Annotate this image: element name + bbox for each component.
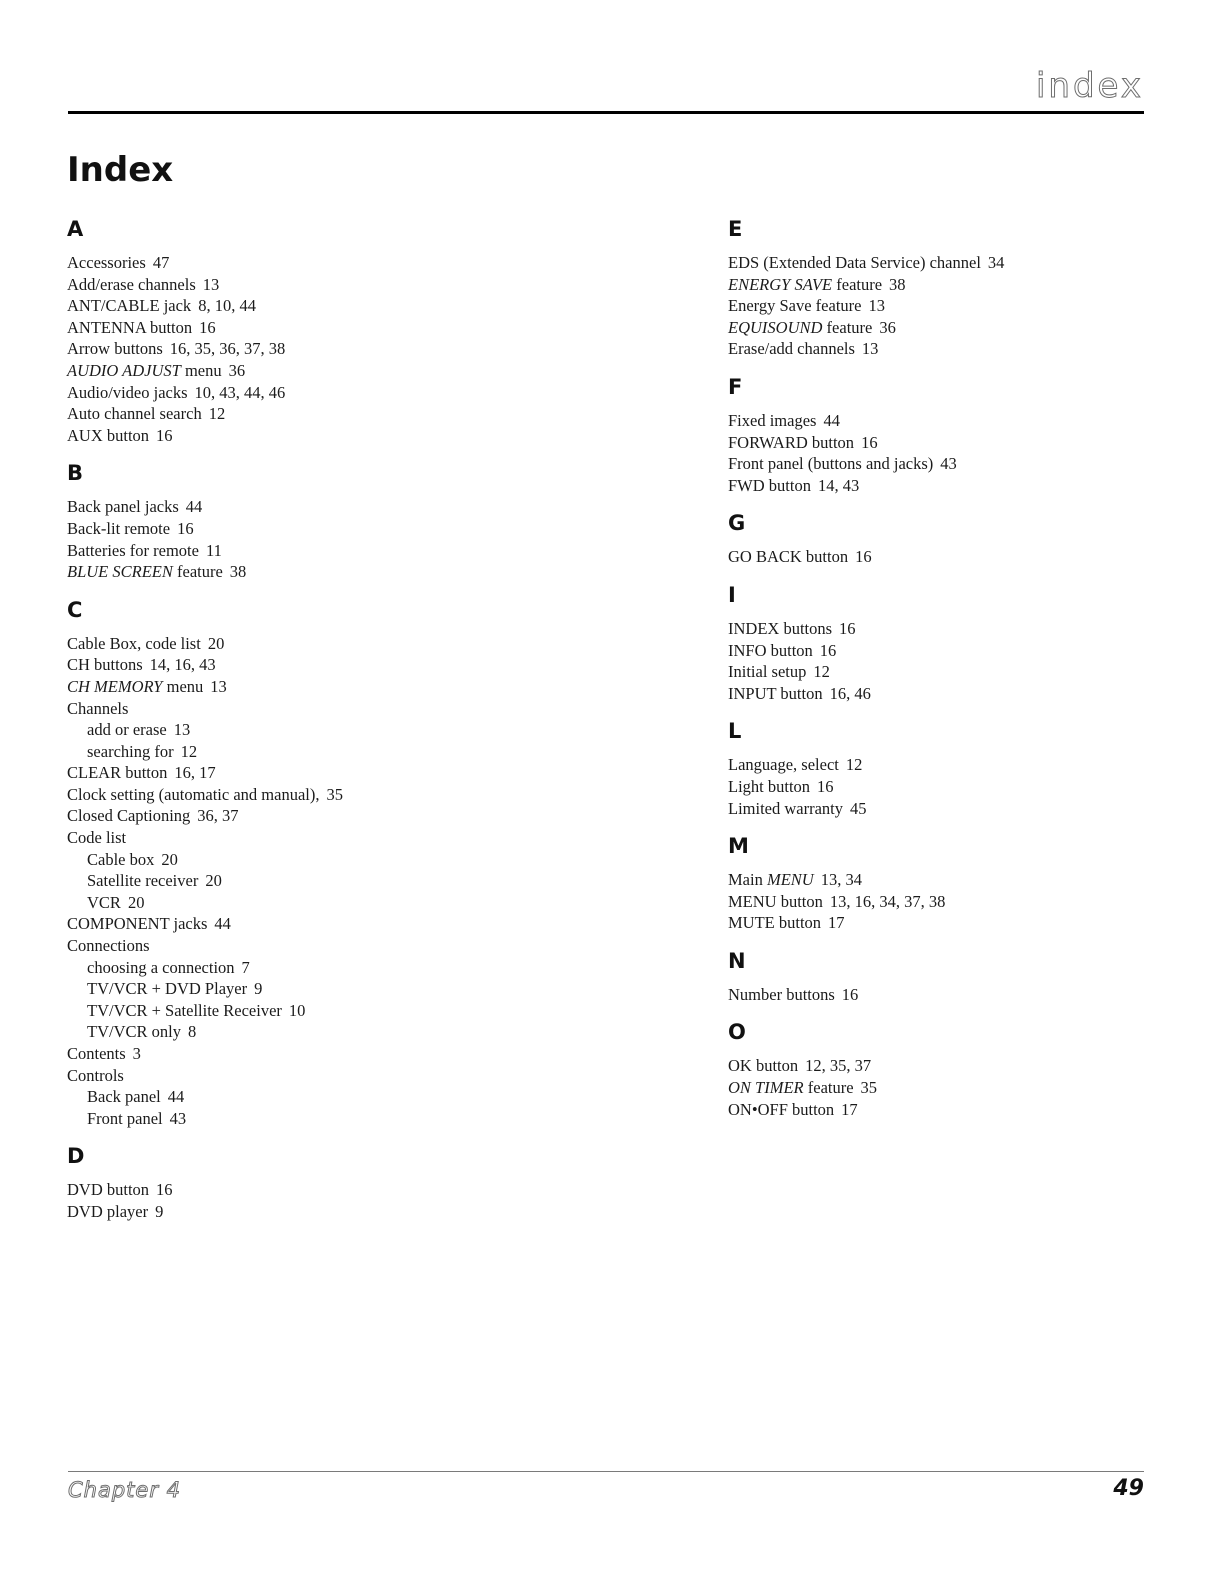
- index-entry: [67, 496, 507, 518]
- index-subentry: [67, 978, 507, 1000]
- index-entry-list: [67, 496, 507, 582]
- section-letter: F: [728, 374, 743, 399]
- index-entry-list: [728, 869, 1168, 934]
- entry-pages: 45: [850, 798, 867, 818]
- index-section-o: [728, 1017, 1168, 1120]
- entry-pages: 17: [828, 913, 845, 933]
- index-entry: [728, 410, 1168, 432]
- index-entry: [67, 403, 507, 425]
- index-subentry: [67, 719, 507, 741]
- index-entry: [67, 540, 507, 562]
- entry-pages: 16: [156, 1180, 173, 1200]
- index-entry: [67, 698, 507, 720]
- index-entry: [67, 784, 507, 806]
- entry-pages: 43: [169, 1108, 187, 1128]
- header-rule: [68, 111, 1144, 114]
- entry-pages: 20: [127, 892, 145, 912]
- entry-term: CH buttons: [67, 655, 143, 675]
- index-entry: [67, 1179, 507, 1201]
- entry-term: add or erase: [87, 720, 167, 740]
- index-section-m: [728, 831, 1168, 934]
- entry-term: Fixed images: [728, 410, 817, 430]
- index-section-d: [67, 1141, 507, 1222]
- index-entry: [728, 798, 1168, 820]
- entry-pages: 16: [839, 618, 856, 638]
- index-entry: [728, 661, 1168, 683]
- entry-term-suffix: menu: [162, 676, 204, 696]
- entry-term: Cable box: [87, 849, 155, 869]
- index-entry: [728, 776, 1168, 798]
- entry-term: COMPONENT jacks: [67, 914, 208, 934]
- index-entry-list: [67, 252, 507, 446]
- section-letter: D: [67, 1144, 85, 1169]
- index-entry-list: [728, 984, 1168, 1006]
- entry-term: Add/erase channels: [67, 274, 196, 294]
- index-entry: [67, 935, 507, 957]
- entry-term: Front panel (buttons and jacks): [728, 454, 934, 474]
- index-entry: [728, 546, 1168, 568]
- entry-term: Cable Box, code list: [67, 633, 201, 653]
- entry-term: DVD player: [67, 1201, 149, 1221]
- index-subentry: [67, 892, 507, 914]
- section-letter: N: [728, 948, 746, 973]
- section-letter: G: [728, 511, 746, 536]
- index-entry: [728, 754, 1168, 776]
- page-number: 49: [1113, 1476, 1144, 1501]
- entry-term: INFO button: [728, 640, 813, 660]
- entry-pages: 10: [288, 1000, 306, 1020]
- entry-pages: 17: [841, 1099, 858, 1119]
- entry-term: Satellite receiver: [87, 871, 199, 891]
- entry-term: Language, select: [728, 755, 839, 775]
- entry-pages: 34: [987, 253, 1005, 272]
- index-entry: [67, 518, 507, 540]
- entry-pages: 35: [326, 784, 343, 804]
- index-entry: [728, 984, 1168, 1006]
- entry-pages: 36: [228, 360, 246, 380]
- entry-term: Clock setting (automatic and manual),: [67, 784, 320, 804]
- entry-pages: 10, 43, 44, 46: [194, 382, 286, 402]
- entry-pages: 13: [861, 339, 879, 359]
- index-section-b: [67, 458, 507, 582]
- index-entry: [728, 252, 1168, 274]
- index-entry-list: [728, 410, 1168, 496]
- index-entry: [728, 453, 1168, 475]
- entry-term: EQUISOUND: [728, 317, 823, 337]
- entry-pages: 14, 16, 43: [149, 655, 216, 675]
- index-subentry: [67, 1021, 507, 1043]
- index-entry: [728, 1055, 1168, 1077]
- entry-pages: 36: [879, 317, 896, 337]
- entry-pages: 20: [205, 871, 222, 891]
- entry-term-suffix: menu: [180, 360, 222, 380]
- index-section-c: [67, 595, 507, 1130]
- entry-term: AUX button: [67, 425, 150, 445]
- entry-term: Light button: [728, 776, 811, 796]
- entry-term: Arrow buttons: [67, 339, 163, 359]
- index-entry: [67, 913, 507, 935]
- index-entry: [67, 676, 507, 698]
- entry-pages: 44: [214, 914, 231, 934]
- entry-term: ANTENNA button: [67, 317, 193, 337]
- entry-term: Number buttons: [728, 984, 835, 1004]
- entry-term: MUTE button: [728, 913, 822, 933]
- section-letter: O: [728, 1020, 746, 1045]
- index-section-f: [728, 372, 1168, 496]
- section-letter: C: [67, 597, 83, 622]
- entry-term: searching for: [87, 741, 174, 761]
- index-entry: [67, 317, 507, 339]
- index-entry: [67, 805, 507, 827]
- entry-pages: 11: [205, 540, 222, 560]
- section-letter: I: [728, 582, 736, 607]
- entry-pages: 47: [152, 253, 170, 272]
- entry-term: ON•OFF button: [728, 1099, 835, 1119]
- index-entry-list: [728, 618, 1168, 704]
- index-entry-list: [728, 1055, 1168, 1120]
- index-subentry: [67, 849, 507, 871]
- entry-term: Batteries for remote: [67, 540, 199, 560]
- entry-term: Contents: [67, 1044, 126, 1063]
- entry-term: Front panel: [87, 1108, 163, 1128]
- entry-term: EDS (Extended Data Service) channel: [728, 253, 981, 272]
- entry-pages: 12: [813, 662, 830, 682]
- index-entry: [67, 382, 507, 404]
- entry-term: Back panel jacks: [67, 497, 179, 517]
- index-entry: [728, 295, 1168, 317]
- index-subentry: [67, 870, 507, 892]
- index-entry: [67, 633, 507, 655]
- entry-term-suffix: feature: [832, 274, 883, 294]
- entry-pages: 16: [861, 432, 878, 452]
- index-entry: [728, 618, 1168, 640]
- index-entry: [67, 360, 507, 382]
- entry-term: Code list: [67, 828, 127, 848]
- entry-term: Accessories: [67, 253, 146, 272]
- entry-term: Energy Save feature: [728, 296, 862, 316]
- entry-pages: 8, 10, 44: [198, 296, 256, 316]
- index-entry: [728, 338, 1168, 360]
- section-letter: B: [67, 461, 84, 486]
- index-entry: [728, 475, 1168, 497]
- index-subentry: [67, 741, 507, 763]
- entry-pages: 20: [161, 849, 178, 869]
- index-entry-list: [67, 633, 507, 1130]
- entry-term: FORWARD button: [728, 432, 855, 452]
- section-letter: L: [728, 719, 742, 744]
- index-entry-list: [728, 754, 1168, 819]
- entry-pages: 16: [841, 984, 859, 1004]
- entry-pages: 12: [180, 741, 198, 761]
- entry-pages: 12, 35, 37: [805, 1056, 872, 1076]
- entry-term: BLUE SCREEN: [67, 562, 173, 582]
- index-entry: [728, 869, 1168, 891]
- index-entry: [728, 912, 1168, 934]
- index-entry: [728, 683, 1168, 705]
- entry-pages: 16: [199, 317, 216, 337]
- entry-term-suffix: feature: [822, 317, 873, 337]
- entry-term: Initial setup: [728, 662, 807, 682]
- index-subentry: [67, 1000, 507, 1022]
- index-entry: [728, 317, 1168, 339]
- entry-pages: 13: [868, 296, 885, 316]
- entry-pages: 9: [254, 979, 263, 999]
- entry-pages: 16: [855, 547, 872, 567]
- index-entry: [67, 274, 507, 296]
- entry-pages: 44: [185, 497, 203, 517]
- entry-pages: 14, 43: [817, 475, 860, 495]
- index-entry-list: [67, 1179, 507, 1222]
- entry-term: INDEX buttons: [728, 618, 833, 638]
- entry-term: AUDIO ADJUST: [67, 360, 181, 380]
- page-title: Index: [67, 150, 174, 190]
- index-section-e: [728, 214, 1168, 360]
- index-entry: [728, 274, 1168, 296]
- entry-pages: 16: [177, 518, 194, 538]
- index-entry: [728, 1077, 1168, 1099]
- entry-term: GO BACK button: [728, 547, 849, 567]
- entry-term: Channels: [67, 698, 129, 718]
- index-column-right: [728, 214, 1168, 1132]
- entry-pages: 16: [156, 425, 173, 445]
- index-entry: [67, 252, 507, 274]
- index-entry: [67, 1043, 507, 1065]
- entry-pages: 7: [241, 957, 250, 977]
- entry-pages: 16, 17: [174, 763, 216, 783]
- entry-pages: 16: [819, 640, 837, 660]
- index-entry: [67, 654, 507, 676]
- entry-pages: 3: [132, 1044, 141, 1063]
- index-entry: [67, 338, 507, 360]
- index-subentry: [67, 1108, 507, 1130]
- index-entry: [67, 762, 507, 784]
- index-section-n: [728, 946, 1168, 1006]
- entry-pages: 13: [210, 676, 227, 696]
- entry-pages: 43: [940, 454, 957, 474]
- entry-term: Connections: [67, 936, 150, 956]
- entry-pages: 36, 37: [197, 806, 239, 826]
- entry-pages: 13: [173, 720, 191, 740]
- entry-pages: 38: [229, 562, 247, 582]
- entry-term: Audio/video jacks: [67, 382, 188, 402]
- section-letter: E: [728, 217, 743, 241]
- entry-pages: 44: [823, 410, 840, 430]
- index-entry: [67, 1065, 507, 1087]
- entry-term: TV/VCR only: [87, 1022, 181, 1042]
- index-entry: [728, 640, 1168, 662]
- index-section-i: [728, 580, 1168, 704]
- entry-term: OK button: [728, 1056, 799, 1076]
- index-subentry: [67, 1086, 507, 1108]
- entry-pages: 9: [155, 1201, 164, 1221]
- index-section-a: [67, 214, 507, 446]
- entry-pages: 16, 46: [829, 683, 871, 703]
- section-letter: A: [67, 217, 84, 241]
- entry-term: FWD button: [728, 475, 811, 495]
- entry-term: MENU button: [728, 891, 823, 911]
- index-entry: [728, 432, 1168, 454]
- index-entry: [728, 1099, 1168, 1121]
- index-entry: [728, 891, 1168, 913]
- header-section-word: index: [1035, 66, 1144, 106]
- index-entry: [67, 1201, 507, 1223]
- entry-term: Back panel: [87, 1087, 161, 1107]
- entry-pages: 35: [860, 1078, 878, 1098]
- entry-term: Back-lit remote: [67, 518, 171, 538]
- entry-pages: 12: [208, 404, 226, 424]
- entry-term: CLEAR button: [67, 763, 168, 783]
- index-entry-list: [728, 546, 1168, 568]
- entry-term: Main: [728, 870, 767, 890]
- entry-pages: 38: [889, 274, 906, 294]
- index-section-g: [728, 508, 1168, 568]
- entry-term: ENERGY SAVE: [728, 274, 833, 294]
- entry-term: Closed Captioning: [67, 806, 191, 826]
- index-column-left: [67, 214, 507, 1235]
- entry-term: TV/VCR + Satellite Receiver: [87, 1000, 282, 1020]
- index-entry: [67, 561, 507, 583]
- entry-term: CH MEMORY: [67, 676, 163, 696]
- index-entry: [67, 295, 507, 317]
- entry-pages: 13: [202, 274, 220, 294]
- entry-term: TV/VCR + DVD Player: [87, 979, 248, 999]
- entry-term: Erase/add channels: [728, 339, 855, 359]
- index-entry-list: [728, 252, 1168, 360]
- entry-term: INPUT button: [728, 683, 823, 703]
- index-subentry: [67, 957, 507, 979]
- entry-term-italic: MENU: [766, 870, 814, 890]
- section-letter: M: [728, 834, 749, 859]
- entry-pages: 12: [845, 755, 863, 775]
- entry-term: DVD button: [67, 1180, 150, 1200]
- entry-pages: 13, 16, 34, 37, 38: [829, 891, 946, 911]
- entry-pages: 8: [187, 1022, 197, 1042]
- entry-pages: 13, 34: [820, 870, 862, 890]
- entry-pages: 16: [817, 776, 834, 796]
- footer-rule: [68, 1471, 1144, 1472]
- entry-term-suffix: feature: [172, 562, 223, 582]
- entry-pages: 44: [167, 1087, 185, 1107]
- entry-term: Limited warranty: [728, 798, 844, 818]
- index-section-l: [728, 716, 1168, 819]
- footer-chapter-label: Chapter 4: [68, 1478, 181, 1502]
- entry-term: ON TIMER: [728, 1078, 804, 1098]
- entry-term-suffix: feature: [803, 1078, 854, 1098]
- index-entry: [67, 827, 507, 849]
- entry-term: choosing a connection: [87, 957, 235, 977]
- entry-term: ANT/CABLE jack: [67, 296, 192, 316]
- entry-pages: 16, 35, 36, 37, 38: [169, 339, 286, 359]
- index-entry: [67, 425, 507, 447]
- entry-term: VCR: [87, 892, 121, 912]
- entry-term: Auto channel search: [67, 404, 202, 424]
- entry-term: Controls: [67, 1065, 124, 1085]
- entry-pages: 20: [207, 633, 225, 653]
